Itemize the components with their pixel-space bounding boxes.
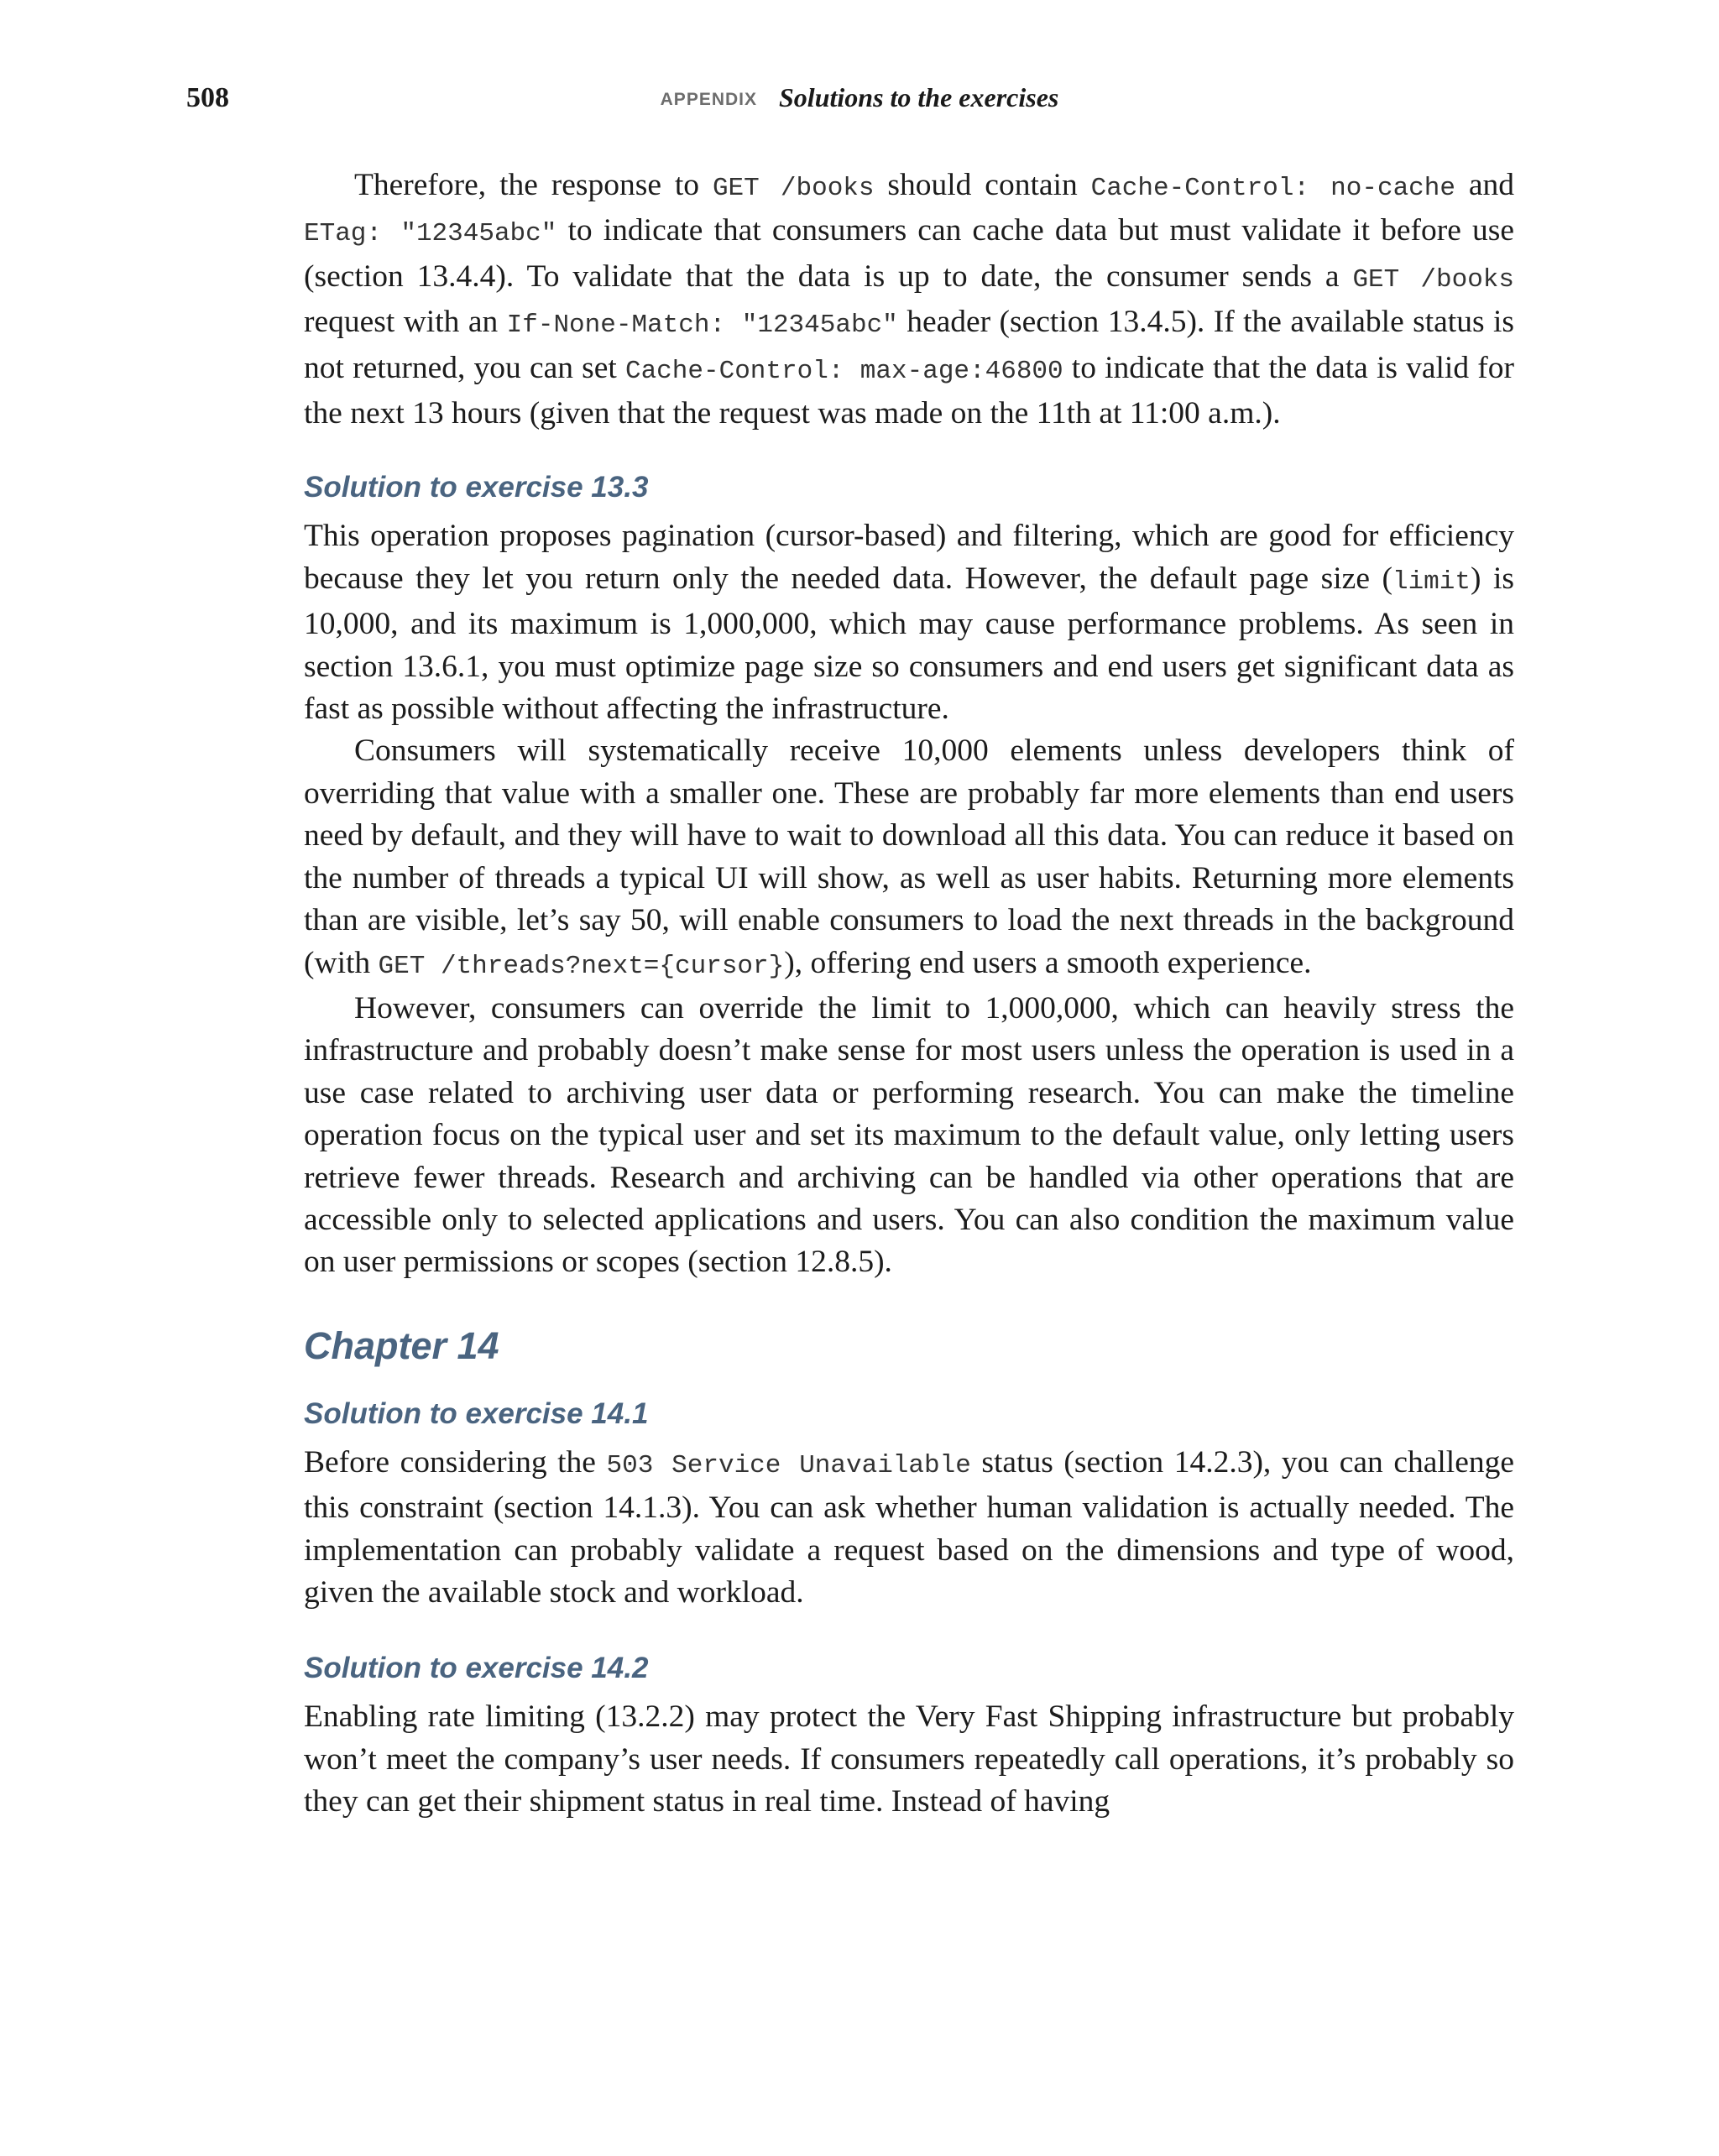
text-run: Before considering the <box>304 1444 607 1480</box>
text-run: request with an <box>304 305 507 340</box>
paragraph-service-unavailable <box>304 1442 1514 1615</box>
paragraph-response-caching <box>304 164 1514 435</box>
paragraph-override-limit: However, consumers can override the limit to 1,000,000, which can heavily stress the infrastructure and probably doesn’t make sense for most users unless the operation is used in a use case related to archiving user data or performing research. You can make the timeline operation focus on the typical user and set its maximum to the default value, only letting users retrieve fewer threads. Research and archiving can be handled via other operations that are accessible only to selected applications and users. You can also condition the maximum value on user permissions or scopes (section 12.8.5). <box>304 990 1514 1280</box>
paragraph-rate-limiting: Enabling rate limiting (13.2.2) may protect the Very Fast Shipping infrastructure but probably won’t meet the company’s user needs. If consumers repeatedly call operations, it’s probably so they can get their shipment status in real time. Instead of having <box>304 1699 1514 1819</box>
text-run: status (section 14.2.3), you can challenge this constraint (section 14.1.3). You can ask whether human validation is actually needed. The implementation can probably validate a request based on the dimensions and type of wood, given the available stock and workload. <box>304 1444 1514 1610</box>
code-503-service-unavailable: 503 Service Unavailable <box>606 1450 971 1480</box>
code-get-books: GET /books <box>712 174 875 203</box>
text-run: This operation proposes pagination (cursor-based) and filtering, which are good for efficiency because they let you return only the needed data. However, the default page size ( <box>304 519 1514 596</box>
running-header <box>0 82 1719 113</box>
code-cache-control-max-age: Cache-Control: max-age:46800 <box>624 356 1063 386</box>
code-cache-control-no-cache: Cache-Control: no-cache <box>1090 174 1455 203</box>
running-header-section-label: APPENDIX <box>660 90 757 109</box>
running-header-title: Solutions to the exercises <box>779 82 1059 112</box>
code-get-threads-next: GET /threads?next={cursor} <box>378 951 785 981</box>
heading-chapter-14: Chapter 14 <box>304 1323 499 1367</box>
text-run: to indicate that the data is valid for the next 13 hours (given that the request was made on the 11th at 11:00 a.m.). <box>304 350 1514 431</box>
heading-solution-14-1: Solution to exercise 14.1 <box>304 1396 649 1430</box>
heading-solution-13-3: Solution to exercise 13.3 <box>304 471 649 504</box>
text-run: ) is 10,000, and its maximum is 1,000,000, which may cause performance problems. As seen in section 13.6.1, you must optimize page size so consumers and end users get significant data as fast as possible without affecting the infrastructure. <box>304 561 1514 727</box>
page-body <box>304 164 1514 1824</box>
code-limit: limit <box>1392 566 1471 597</box>
paragraph-pagination <box>304 515 1514 730</box>
paragraph-default-elements <box>304 730 1514 987</box>
text-run: ), offering end users a smooth experience. <box>784 945 1312 980</box>
text-run: to indicate that consumers can cache data but must validate it before use (section 13.4.4). To validate that the data is up to date, the consumer sends a <box>304 213 1514 294</box>
code-etag: ETag: "12345abc" <box>304 219 557 249</box>
text-run: Therefore, the response to <box>354 168 713 202</box>
text-run: Consumers will systematically receive 10,000 elements unless developers think of overriding that value with a smaller one. These are probably far more elements than end users need by default, and they will have to wait to download all this data. You can reduce it based on the number of threads a typical UI will show, as well as user habits. Returning more elements than are visible, let’s say 50, will enable consumers to load the next threads in the background (with <box>304 733 1514 980</box>
page-number: 508 <box>186 82 229 113</box>
text-run: and <box>1455 168 1515 202</box>
code-get-books-request: GET /books <box>1352 264 1515 295</box>
heading-solution-14-2: Solution to exercise 14.2 <box>304 1652 649 1685</box>
text-run: header (section 13.4.5). If the available status is not returned, you can set <box>304 305 1515 385</box>
code-if-none-match: If-None-Match: "12345abc" <box>506 311 898 341</box>
text-run: should contain <box>874 168 1091 202</box>
